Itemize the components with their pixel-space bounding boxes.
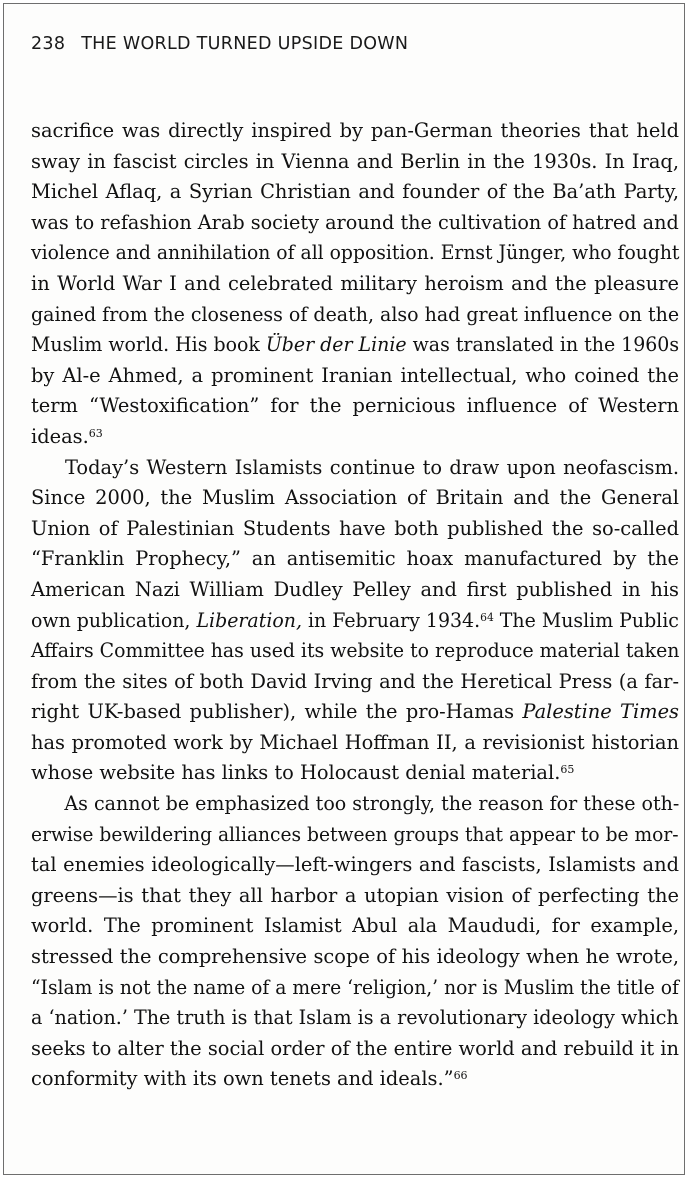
text-run: was translated in the 1960s (406, 333, 680, 357)
text-line (31, 758, 679, 789)
text-run: Union of Palestinian Students have both published the so-called (31, 516, 679, 540)
book-page (3, 3, 685, 1175)
text-line (31, 422, 679, 453)
text-line (31, 820, 679, 851)
text-line (31, 453, 679, 484)
text-run: own publication, (31, 608, 197, 632)
text-run: in February 1934. (301, 608, 481, 632)
text-line (31, 1034, 679, 1065)
text-line (31, 728, 679, 759)
text-run: right UK-based publisher), while the pro-Hamas (31, 700, 523, 724)
italic-title: Palestine Times (522, 700, 679, 724)
text-line (31, 361, 679, 392)
text-line (31, 177, 679, 208)
text-line (31, 116, 679, 147)
text-run: sway in fascist circles in Vienna and Berlin in the 1930s. In Iraq, (31, 149, 679, 173)
text-line (31, 483, 679, 514)
paragraph (31, 453, 679, 790)
text-run: in World War I and celebrated military heroism and the pleasure (31, 271, 679, 295)
text-run: erwise bewildering alliances between groups that appear to be mor- (31, 822, 679, 846)
text-run: greens—is that they all harbor a utopian vision of perfecting the (31, 883, 679, 907)
paragraph (31, 116, 679, 453)
footnote-ref: 64 (480, 610, 494, 624)
text-run: Muslim world. His book (31, 333, 266, 357)
text-line (31, 606, 679, 637)
text-line (31, 789, 680, 820)
text-run: seeks to alter the social order of the entire world and rebuild it in (31, 1036, 679, 1060)
text-line (31, 942, 679, 973)
text-line (31, 208, 679, 239)
text-run: Affairs Committee has used its website to reproduce material taken (31, 639, 680, 663)
italic-title: Über der Linie (265, 333, 407, 357)
text-run: stressed the comprehensive scope of his ideology when he wrote, (31, 945, 679, 969)
footnote-ref: 66 (453, 1069, 468, 1083)
text-run: tal enemies ideologically—left-wingers and fascists, Islamists and (31, 853, 679, 877)
text-line (31, 330, 680, 361)
text-run: The Muslim Public (493, 608, 679, 632)
text-line (31, 667, 679, 698)
footnote-ref: 63 (88, 426, 103, 440)
text-run: conformity with its own tenets and ideals.” (31, 1067, 454, 1091)
running-title: THE WORLD TURNED UPSIDE DOWN (81, 34, 409, 54)
text-line (31, 881, 679, 912)
text-run: “Islam is not the name of a mere ‘religion,’ nor is Muslim the title of (31, 975, 679, 999)
text-line (31, 514, 679, 545)
text-run: whose website has links to Holocaust denial material. (31, 761, 561, 785)
paragraph (31, 789, 679, 1095)
text-run: As cannot be emphasized too strongly, the reason for these oth- (64, 792, 680, 816)
running-head (31, 34, 408, 54)
text-run: sacrifice was directly inspired by pan-German theories that held (31, 119, 679, 142)
text-line (31, 1064, 679, 1095)
page-number: 238 (31, 34, 66, 54)
text-line (31, 697, 679, 728)
text-line (31, 1003, 679, 1034)
text-run: a ‘nation.’ The truth is that Islam is a revolutionary ideology which (31, 1006, 679, 1030)
text-line (31, 575, 679, 606)
text-line (31, 269, 679, 300)
text-run: “Franklin Prophecy,” an antisemitic hoax manufactured by the (31, 547, 679, 571)
text-run: Since 2000, the Muslim Association of Britain and the General (31, 486, 679, 510)
text-run: was to refashion Arab society around the cultivation of hatred and (31, 210, 679, 234)
text-run: violence and annihilation of all opposition. Ernst Jünger, who fought (31, 241, 680, 265)
text-line (31, 973, 679, 1004)
italic-title: Liberation, (196, 608, 302, 632)
text-run: American Nazi William Dudley Pelley and first published in his (31, 577, 679, 601)
text-line (31, 636, 680, 667)
text-line (31, 147, 679, 178)
text-run: by Al-e Ahmed, a prominent Iranian intellectual, who coined the (31, 363, 679, 387)
text-run: has promoted work by Michael Hoffman II, a revisionist historian (31, 730, 679, 754)
text-line (31, 238, 680, 269)
text-line (31, 391, 679, 422)
footnote-ref: 65 (560, 763, 575, 777)
body-text (31, 116, 679, 1095)
text-run: ideas. (31, 424, 89, 448)
text-run: Michel Aflaq, a Syrian Christian and founder of the Ba’ath Party, (31, 180, 679, 204)
text-run: gained from the closeness of death, also had great influence on the (31, 302, 680, 326)
text-run: from the sites of both David Irving and the Heretical Press (a far- (31, 669, 679, 693)
text-line (31, 544, 679, 575)
text-run: world. The prominent Islamist Abul ala Maududi, for example, (31, 914, 679, 938)
text-run: term “Westoxification” for the pernicious influence of Western (31, 394, 679, 418)
text-line (31, 911, 679, 942)
text-line (31, 300, 680, 331)
text-line (31, 850, 679, 881)
text-run: Today’s Western Islamists continue to draw upon neofascism. (65, 455, 679, 479)
